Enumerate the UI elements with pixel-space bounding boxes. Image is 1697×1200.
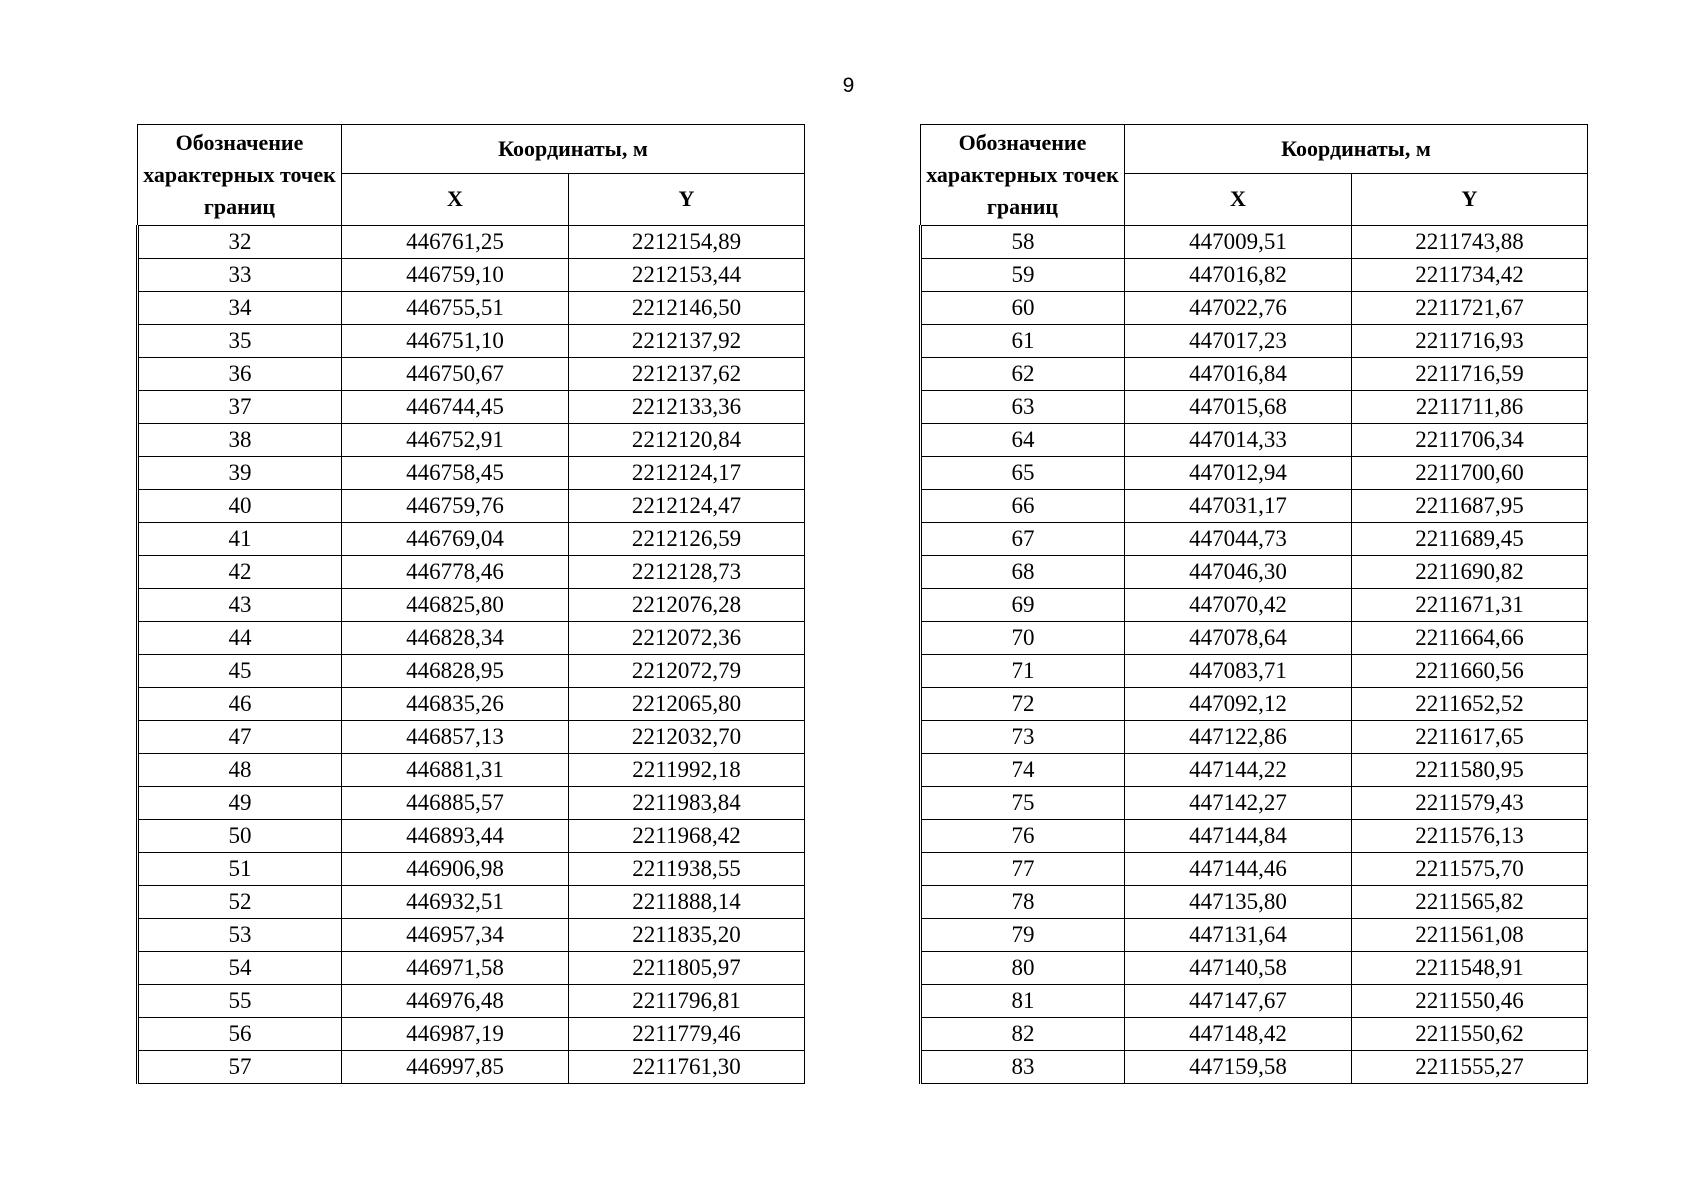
y-coordinate-cell: 2211761,30	[569, 1051, 805, 1084]
point-number-cell: 56	[138, 1018, 342, 1051]
x-coordinate-cell: 446835,26	[342, 688, 569, 721]
x-coordinate-cell: 447031,17	[1125, 490, 1352, 523]
table-row	[138, 886, 805, 919]
y-coordinate-cell: 2212032,70	[569, 721, 805, 754]
x-coordinate-cell: 446976,48	[342, 985, 569, 1018]
table-row	[921, 985, 1588, 1018]
y-coordinate-cell: 2211734,42	[1352, 259, 1588, 292]
table-row	[138, 292, 805, 325]
y-coordinate-cell: 2211796,81	[569, 985, 805, 1018]
y-coordinate-cell: 2211561,08	[1352, 919, 1588, 952]
coordinates-table-right	[919, 124, 1588, 1084]
table-row	[138, 919, 805, 952]
point-number-cell: 75	[921, 787, 1125, 820]
y-coordinate-cell: 2212137,92	[569, 325, 805, 358]
point-number-cell: 35	[138, 325, 342, 358]
table-row	[921, 1051, 1588, 1084]
table-row	[138, 787, 805, 820]
table-row	[921, 589, 1588, 622]
table-row	[921, 655, 1588, 688]
y-coordinate-cell: 2211660,56	[1352, 655, 1588, 688]
x-coordinate-cell: 446987,19	[342, 1018, 569, 1051]
y-coordinate-cell: 2212153,44	[569, 259, 805, 292]
x-coordinate-cell: 446759,76	[342, 490, 569, 523]
table-row	[921, 886, 1588, 919]
y-coordinate-cell: 2211690,82	[1352, 556, 1588, 589]
x-coordinate-cell: 446758,45	[342, 457, 569, 490]
point-number-cell: 66	[921, 490, 1125, 523]
x-coordinate-cell: 447135,80	[1125, 886, 1352, 919]
x-coordinate-cell: 446857,13	[342, 721, 569, 754]
point-number-cell: 67	[921, 523, 1125, 556]
table-row	[921, 919, 1588, 952]
point-number-cell: 42	[138, 556, 342, 589]
y-coordinate-cell: 2212146,50	[569, 292, 805, 325]
y-coordinate-cell: 2211687,95	[1352, 490, 1588, 523]
x-coordinate-cell: 447142,27	[1125, 787, 1352, 820]
x-coordinate-cell: 446825,80	[342, 589, 569, 622]
point-number-cell: 37	[138, 391, 342, 424]
x-coordinate-cell: 446759,10	[342, 259, 569, 292]
point-number-cell: 60	[921, 292, 1125, 325]
table-row	[921, 787, 1588, 820]
x-coordinate-cell: 447144,22	[1125, 754, 1352, 787]
y-coordinate-cell: 2211664,66	[1352, 622, 1588, 655]
y-coordinate-cell: 2212133,36	[569, 391, 805, 424]
coordinates-header: Координаты, м	[342, 125, 805, 174]
coordinates-table-left	[136, 124, 805, 1084]
table-row	[921, 1018, 1588, 1051]
y-coordinate-cell: 2211805,97	[569, 952, 805, 985]
x-coordinate-cell: 447016,84	[1125, 358, 1352, 391]
y-coordinate-cell: 2211835,20	[569, 919, 805, 952]
point-number-cell: 78	[921, 886, 1125, 919]
y-coordinate-cell: 2212124,47	[569, 490, 805, 523]
table-row	[921, 622, 1588, 655]
table-row	[138, 1051, 805, 1084]
table-row	[138, 523, 805, 556]
table-row	[921, 358, 1588, 391]
point-number-cell: 54	[138, 952, 342, 985]
point-number-cell: 46	[138, 688, 342, 721]
y-coordinate-cell: 2211555,27	[1352, 1051, 1588, 1084]
table-row	[921, 721, 1588, 754]
point-number-cell: 65	[921, 457, 1125, 490]
x-coordinate-cell: 447092,12	[1125, 688, 1352, 721]
y-coordinate-cell: 2211652,52	[1352, 688, 1588, 721]
x-coordinate-cell: 447083,71	[1125, 655, 1352, 688]
table-row	[921, 259, 1588, 292]
x-coordinate-cell: 447144,84	[1125, 820, 1352, 853]
x-coordinate-cell: 446750,67	[342, 358, 569, 391]
point-number-cell: 57	[138, 1051, 342, 1084]
point-number-cell: 33	[138, 259, 342, 292]
table-row	[138, 1018, 805, 1051]
x-coordinate-cell: 446752,91	[342, 424, 569, 457]
point-number-cell: 82	[921, 1018, 1125, 1051]
coordinates-header: Координаты, м	[1125, 125, 1588, 174]
point-number-cell: 41	[138, 523, 342, 556]
point-number-cell: 79	[921, 919, 1125, 952]
x-header: X	[342, 173, 569, 225]
y-coordinate-cell: 2212128,73	[569, 556, 805, 589]
table-row	[921, 424, 1588, 457]
table-row	[921, 490, 1588, 523]
y-coordinate-cell: 2211565,82	[1352, 886, 1588, 919]
y-coordinate-cell: 2211888,14	[569, 886, 805, 919]
x-coordinate-cell: 447147,67	[1125, 985, 1352, 1018]
x-coordinate-cell: 446906,98	[342, 853, 569, 886]
point-number-cell: 81	[921, 985, 1125, 1018]
table-row	[921, 523, 1588, 556]
x-coordinate-cell: 447014,33	[1125, 424, 1352, 457]
table-row	[138, 358, 805, 391]
x-coordinate-cell: 446893,44	[342, 820, 569, 853]
x-coordinate-cell: 447122,86	[1125, 721, 1352, 754]
x-coordinate-cell: 447159,58	[1125, 1051, 1352, 1084]
x-coordinate-cell: 447144,46	[1125, 853, 1352, 886]
y-coordinate-cell: 2211550,62	[1352, 1018, 1588, 1051]
y-coordinate-cell: 2212120,84	[569, 424, 805, 457]
x-coordinate-cell: 447078,64	[1125, 622, 1352, 655]
y-coordinate-cell: 2212137,62	[569, 358, 805, 391]
table-row	[138, 622, 805, 655]
point-number-cell: 83	[921, 1051, 1125, 1084]
point-number-cell: 38	[138, 424, 342, 457]
point-number-cell: 49	[138, 787, 342, 820]
x-coordinate-cell: 446761,25	[342, 226, 569, 259]
y-coordinate-cell: 2211716,59	[1352, 358, 1588, 391]
y-coordinate-cell: 2211689,45	[1352, 523, 1588, 556]
x-coordinate-cell: 446881,31	[342, 754, 569, 787]
point-number-cell: 47	[138, 721, 342, 754]
table-row	[138, 424, 805, 457]
y-coordinate-cell: 2212072,79	[569, 655, 805, 688]
y-coordinate-cell: 2212124,17	[569, 457, 805, 490]
point-number-cell: 52	[138, 886, 342, 919]
x-coordinate-cell: 447044,73	[1125, 523, 1352, 556]
point-number-cell: 51	[138, 853, 342, 886]
y-coordinate-cell: 2211721,67	[1352, 292, 1588, 325]
point-number-cell: 55	[138, 985, 342, 1018]
point-number-cell: 69	[921, 589, 1125, 622]
point-number-cell: 73	[921, 721, 1125, 754]
point-number-cell: 68	[921, 556, 1125, 589]
x-coordinate-cell: 446751,10	[342, 325, 569, 358]
point-number-cell: 50	[138, 820, 342, 853]
y-coordinate-cell: 2212072,36	[569, 622, 805, 655]
y-coordinate-cell: 2212126,59	[569, 523, 805, 556]
x-coordinate-cell: 446885,57	[342, 787, 569, 820]
point-number-cell: 61	[921, 325, 1125, 358]
y-coordinate-cell: 2211579,43	[1352, 787, 1588, 820]
x-coordinate-cell: 447015,68	[1125, 391, 1352, 424]
y-coordinate-cell: 2211548,91	[1352, 952, 1588, 985]
y-coordinate-cell: 2211938,55	[569, 853, 805, 886]
y-coordinate-cell: 2211550,46	[1352, 985, 1588, 1018]
y-coordinate-cell: 2211575,70	[1352, 853, 1588, 886]
y-coordinate-cell: 2211779,46	[569, 1018, 805, 1051]
point-number-cell: 72	[921, 688, 1125, 721]
table-row	[921, 688, 1588, 721]
table-row	[921, 820, 1588, 853]
y-coordinate-cell: 2211671,31	[1352, 589, 1588, 622]
x-coordinate-cell: 447148,42	[1125, 1018, 1352, 1051]
y-coordinate-cell: 2212154,89	[569, 226, 805, 259]
point-number-cell: 32	[138, 226, 342, 259]
point-number-cell: 80	[921, 952, 1125, 985]
table-row	[138, 259, 805, 292]
table-row	[138, 952, 805, 985]
x-coordinate-cell: 446755,51	[342, 292, 569, 325]
point-number-cell: 62	[921, 358, 1125, 391]
point-number-cell: 34	[138, 292, 342, 325]
x-coordinate-cell: 446957,34	[342, 919, 569, 952]
table-row	[138, 391, 805, 424]
y-coordinate-cell: 2211700,60	[1352, 457, 1588, 490]
page-number: 9	[842, 74, 855, 97]
point-number-cell: 43	[138, 589, 342, 622]
table-row	[921, 853, 1588, 886]
y-coordinate-cell: 2211716,93	[1352, 325, 1588, 358]
table-row	[921, 391, 1588, 424]
x-coordinate-cell: 447012,94	[1125, 457, 1352, 490]
point-number-cell: 70	[921, 622, 1125, 655]
table-row	[138, 853, 805, 886]
table-row	[921, 952, 1588, 985]
point-number-cell: 40	[138, 490, 342, 523]
designation-header: Обозначение характерных точек границ	[921, 125, 1125, 226]
table-row	[921, 226, 1588, 259]
table-row	[138, 985, 805, 1018]
point-number-cell: 44	[138, 622, 342, 655]
point-number-cell: 39	[138, 457, 342, 490]
table-row	[138, 226, 805, 259]
y-coordinate-cell: 2211706,34	[1352, 424, 1588, 457]
y-coordinate-cell: 2211992,18	[569, 754, 805, 787]
table-row	[921, 556, 1588, 589]
x-coordinate-cell: 446744,45	[342, 391, 569, 424]
point-number-cell: 45	[138, 655, 342, 688]
y-coordinate-cell: 2211617,65	[1352, 721, 1588, 754]
table-row	[138, 754, 805, 787]
x-coordinate-cell: 447022,76	[1125, 292, 1352, 325]
table-row	[138, 589, 805, 622]
x-coordinate-cell: 447046,30	[1125, 556, 1352, 589]
x-coordinate-cell: 446778,46	[342, 556, 569, 589]
point-number-cell: 76	[921, 820, 1125, 853]
y-coordinate-cell: 2211711,86	[1352, 391, 1588, 424]
point-number-cell: 77	[921, 853, 1125, 886]
designation-header: Обозначение характерных точек границ	[138, 125, 342, 226]
x-coordinate-cell: 446997,85	[342, 1051, 569, 1084]
point-number-cell: 74	[921, 754, 1125, 787]
table-body-right	[921, 226, 1588, 1084]
y-coordinate-cell: 2211743,88	[1352, 226, 1588, 259]
point-number-cell: 64	[921, 424, 1125, 457]
point-number-cell: 48	[138, 754, 342, 787]
x-coordinate-cell: 447140,58	[1125, 952, 1352, 985]
table-row	[138, 457, 805, 490]
table-body-left	[138, 226, 805, 1084]
point-number-cell: 71	[921, 655, 1125, 688]
point-number-cell: 53	[138, 919, 342, 952]
y-coordinate-cell: 2212065,80	[569, 688, 805, 721]
y-header: Y	[569, 173, 805, 225]
x-header: X	[1125, 173, 1352, 225]
table-row	[921, 292, 1588, 325]
table-row	[138, 688, 805, 721]
x-coordinate-cell: 447016,82	[1125, 259, 1352, 292]
table-row	[138, 820, 805, 853]
y-coordinate-cell: 2211968,42	[569, 820, 805, 853]
y-header: Y	[1352, 173, 1588, 225]
y-coordinate-cell: 2211580,95	[1352, 754, 1588, 787]
y-coordinate-cell: 2211983,84	[569, 787, 805, 820]
table-row	[921, 325, 1588, 358]
point-number-cell: 63	[921, 391, 1125, 424]
table-row	[921, 457, 1588, 490]
x-coordinate-cell: 447017,23	[1125, 325, 1352, 358]
y-coordinate-cell: 2212076,28	[569, 589, 805, 622]
table-row	[138, 556, 805, 589]
point-number-cell: 58	[921, 226, 1125, 259]
table-row	[921, 754, 1588, 787]
table-row	[138, 490, 805, 523]
point-number-cell: 36	[138, 358, 342, 391]
x-coordinate-cell: 446828,95	[342, 655, 569, 688]
x-coordinate-cell: 446971,58	[342, 952, 569, 985]
x-coordinate-cell: 446769,04	[342, 523, 569, 556]
table-row	[138, 721, 805, 754]
table-row	[138, 655, 805, 688]
x-coordinate-cell: 447070,42	[1125, 589, 1352, 622]
table-row	[138, 325, 805, 358]
x-coordinate-cell: 446932,51	[342, 886, 569, 919]
x-coordinate-cell: 446828,34	[342, 622, 569, 655]
x-coordinate-cell: 447009,51	[1125, 226, 1352, 259]
point-number-cell: 59	[921, 259, 1125, 292]
x-coordinate-cell: 447131,64	[1125, 919, 1352, 952]
y-coordinate-cell: 2211576,13	[1352, 820, 1588, 853]
